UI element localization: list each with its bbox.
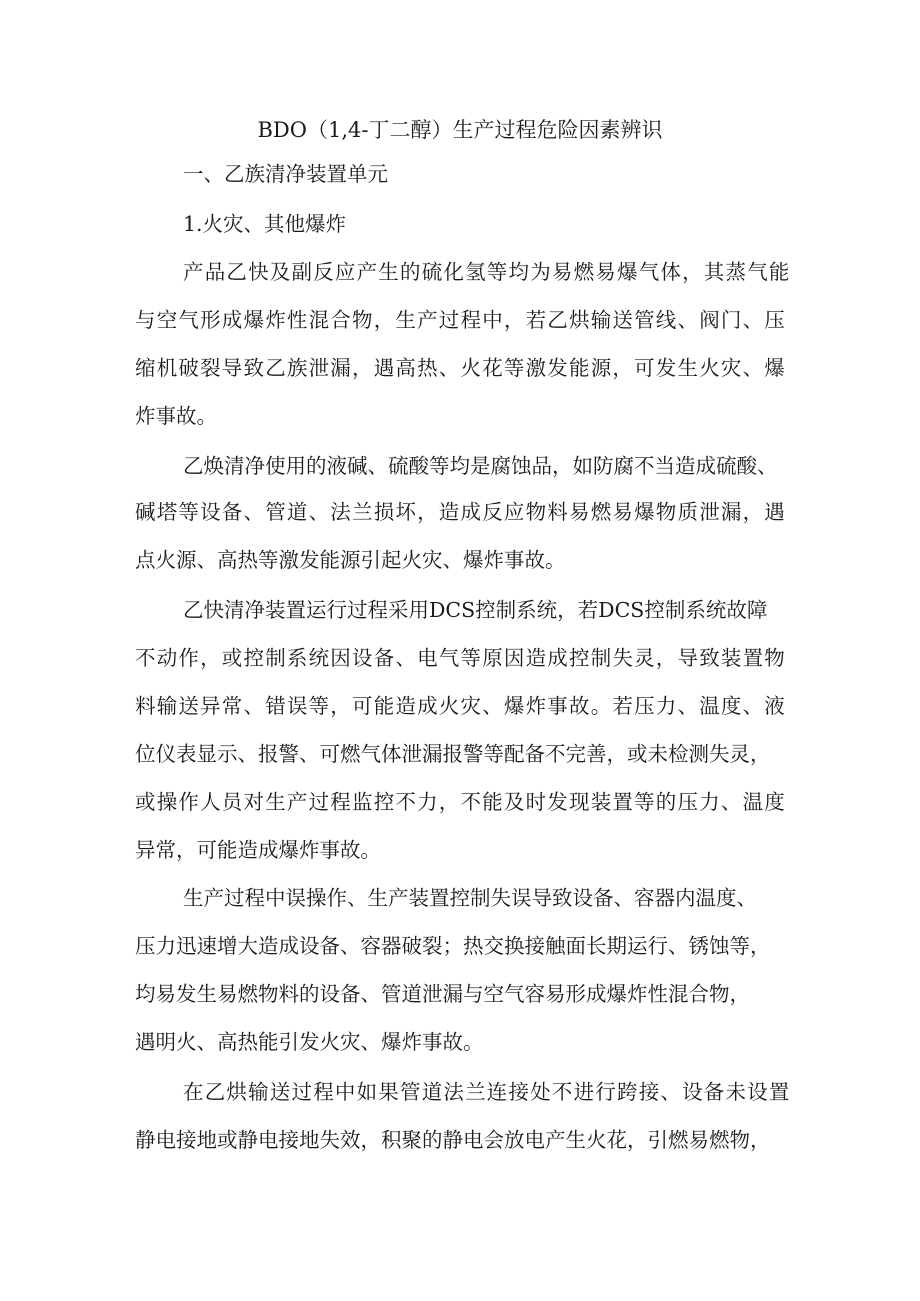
- paragraph-line: 点火源、高热等激发能源引起火灾、爆炸事故。: [135, 548, 566, 572]
- paragraph-line: 乙焕清净使用的液碱、硫酸等均是腐蚀品，如防腐不当造成硫酸、: [183, 454, 778, 478]
- paragraph-line: 产品乙快及副反应产生的硫化氢等均为易燃易爆气体，其蒸气能: [183, 260, 791, 284]
- document-title: BDO（1,4-丁二醇）生产过程危险因素辨识: [257, 118, 663, 142]
- paragraph-line: 异常，可能造成爆炸事故。: [135, 838, 381, 862]
- paragraph-line: 与空气形成爆炸性混合物，生产过程中，若乙烘输送管线、阀门、压: [135, 308, 786, 332]
- paragraph-line: 遇明火、高热能引发火灾、爆炸事故。: [135, 1030, 484, 1054]
- section-heading: 一、乙族清净装置单元: [183, 162, 388, 186]
- paragraph-line: 炸事故。: [135, 404, 217, 428]
- paragraph-line: 乙快清净装置运行过程采用DCS控制系统，若DCS控制系统故障: [183, 598, 768, 622]
- paragraph-line: 料输送异常、错误等，可能造成火灾、爆炸事故。若压力、温度、液: [135, 694, 786, 718]
- paragraph-line: 压力迅速增大造成设备、容器破裂；热交换接触面长期运行、锈蚀等，: [135, 934, 771, 958]
- paragraph-line: 静电接地或静电接地失效，积聚的静电会放电产生火花，引燃易燃物，: [135, 1128, 771, 1152]
- paragraph-line: 位仪表显示、报警、可燃气体泄漏报警等配备不完善，或未检测失灵，: [135, 742, 771, 766]
- paragraph-line: 在乙烘输送过程中如果管道法兰连接处不进行跨接、设备未设置: [183, 1080, 791, 1104]
- paragraph-line: 生产过程中误操作、生产装置控制失误导致设备、容器内温度、: [183, 886, 757, 910]
- paragraph-line: 或操作人员对生产过程监控不力，不能及时发现装置等的压力、温度: [135, 790, 786, 814]
- paragraph-line: 缩机破裂导致乙族泄漏，遇高热、火花等激发能源，可发生火灾、爆: [135, 356, 786, 380]
- paragraph-line: 均易发生易燃物料的设备、管道泄漏与空气容易形成爆炸性混合物，: [135, 982, 750, 1006]
- paragraph-line: 碱塔等设备、管道、法兰损坏，造成反应物料易燃易爆物质泄漏，遇: [135, 500, 786, 524]
- paragraph-line: 不动作，或控制系统因设备、电气等原因造成控制失灵，导致装置物: [135, 646, 786, 670]
- subsection-heading: 1.火灾、其他爆炸: [183, 212, 347, 236]
